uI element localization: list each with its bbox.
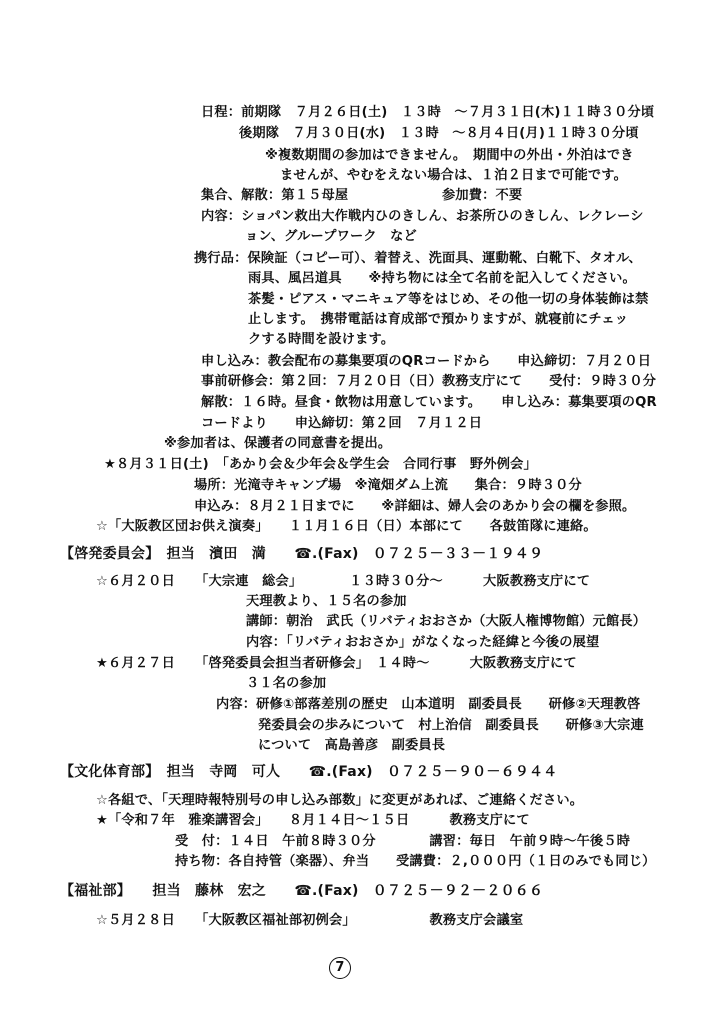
enlightenment-event-1-content: 内容：「リバティおおさか」がなくなった経緯と今後の展望 (246, 635, 600, 650)
offering-performance-line: ☆「大阪教区団お供え演奏」 １１月１６日（日）本部にて 各鼓笛隊に連絡。 (96, 519, 597, 534)
gagaku-belongings-line: 持ち物：各自持管（楽器）、弁当 受講費：２,０００円（１日のみでも同じ） (175, 854, 656, 869)
outdoor-place-line: 場所：光滝寺キャンプ場 ※滝畑ダム上流 集合：９時３０分 (194, 478, 582, 493)
enlightenment-event-2-content-1: 内容：研修①部落差別の歴史 山本道明 副委員長 研修②天理教啓 (216, 697, 641, 712)
pre-training-line: 事前研修会：第２回：７月２０日（日）教務支庁にて 受付：９時３０分 (201, 374, 657, 389)
schedule-line-2: 後期隊 ７月３０日(水) １３時 ～８月４日(月)１１時３０分頃 (239, 126, 639, 141)
dismissal-line-2: コードより 申込締切：第２回 ７月１２日 (201, 416, 483, 431)
enlightenment-event-2-participants: ３１名の参加 (246, 676, 327, 691)
belongings-line-1: 携行品：保険証（コピー可）、着替え、洗面具、運動靴、白靴下、タオル、 (194, 251, 642, 266)
enlightenment-committee-heading: 【啓発委員会】 担当 濱田 満 ☎.(Fax) ０７２５－３３－１９４９ (60, 546, 544, 562)
enlightenment-event-1-participants: 天理教より、１５名の参加 (246, 594, 407, 609)
gagaku-reception-line: 受 付：１４日 午前８時３０分 講習：毎日 午前９時～午後５時 (175, 834, 631, 849)
enlightenment-event-2: ★６月２７日 「啓発委員会担当者研修会」 １４時～ 大阪教務支庁にて (96, 656, 577, 671)
enlightenment-event-2-content-3: について 高島善彦 副委員長 (258, 738, 446, 753)
schedule-line-1: 日程：前期隊 ７月２６日(土) １３時 ～７月３１日(木)１１時３０分頃 (201, 105, 655, 120)
content-line-1: 内容：ショパン救出大作戦内ひのきしん、お茶所ひのきしん、レクレーシ (201, 209, 644, 224)
enlightenment-event-1: ☆６月２０日 「大宗連 総会」 １３時３０分～ 大阪教務支庁にて (96, 574, 591, 589)
culture-sports-heading: 【文化体育部】 担当 寺岡 可人 ☎.(Fax) ０７２５－９０－６９４４ (60, 764, 558, 780)
belongings-line-2: 雨具、風呂道具 ※持ち物には全て名前を記入してください。 (248, 271, 636, 286)
belongings-line-5: クする時間を設けます。 (248, 332, 395, 347)
gagaku-event-line: ★「令和７年 雅楽講習会」 ８月１４日～１５日 教務支庁にて (96, 813, 530, 828)
outdoor-application-line: 申込み：８月２１日までに ※詳細は、婦人会のあかり会の欄を参照。 (194, 499, 636, 514)
consent-note: ※参加者は、保護者の同意書を提出。 (164, 436, 392, 451)
belongings-line-4: 止します。 携帯電話は育成部で預かりますが、就寝前にチェッ (248, 312, 629, 327)
page-number: 7 (329, 957, 351, 979)
outdoor-event-line: ★８月３１日(土) 「あかり会＆少年会＆学生会 合同行事 野外例会」 (104, 457, 537, 472)
enlightenment-event-2-content-2: 発委員会の歩みについて 村上治信 副委員長 研修③大宗連 (258, 718, 644, 733)
assembly-line: 集合、解散：第１５母屋 参加費：不要 (201, 188, 523, 203)
belongings-line-3: 茶髪・ピアス・マニキュア等をはじめ、その他一切の身体装飾は禁 (248, 292, 649, 307)
welfare-event-line: ☆５月２８日 「大阪教区福祉部初例会」 教務支庁会議室 (96, 913, 524, 928)
culture-sports-notice: ☆各組で、「天理時報特別号の申し込み部数」に変更があれば、ご連絡ください。 (96, 793, 584, 808)
content-line-2: ョン、グループワーク など (245, 229, 417, 244)
schedule-note-2: ませんが、やむをえない場合は、１泊２日まで可能です。 (280, 168, 628, 183)
dismissal-line-1: 解散：１６時。昼食・飲物は用意しています。 申し込み：募集要項のQR (201, 395, 657, 410)
application-line: 申し込み：教会配布の募集要項のQRコードから 申込締切：７月２０日 (201, 354, 652, 369)
enlightenment-event-1-lecturer: 講師：朝治 武氏（リバティおおさか（大阪人権博物館）元館長） (246, 614, 647, 629)
schedule-note-1: ※複数期間の参加はできません。 期間中の外出・外泊はでき (265, 148, 634, 163)
welfare-heading: 【福祉部】 担当 藤林 宏之 ☎.(Fax) ０７２５－９２－２０６６ (60, 883, 544, 899)
